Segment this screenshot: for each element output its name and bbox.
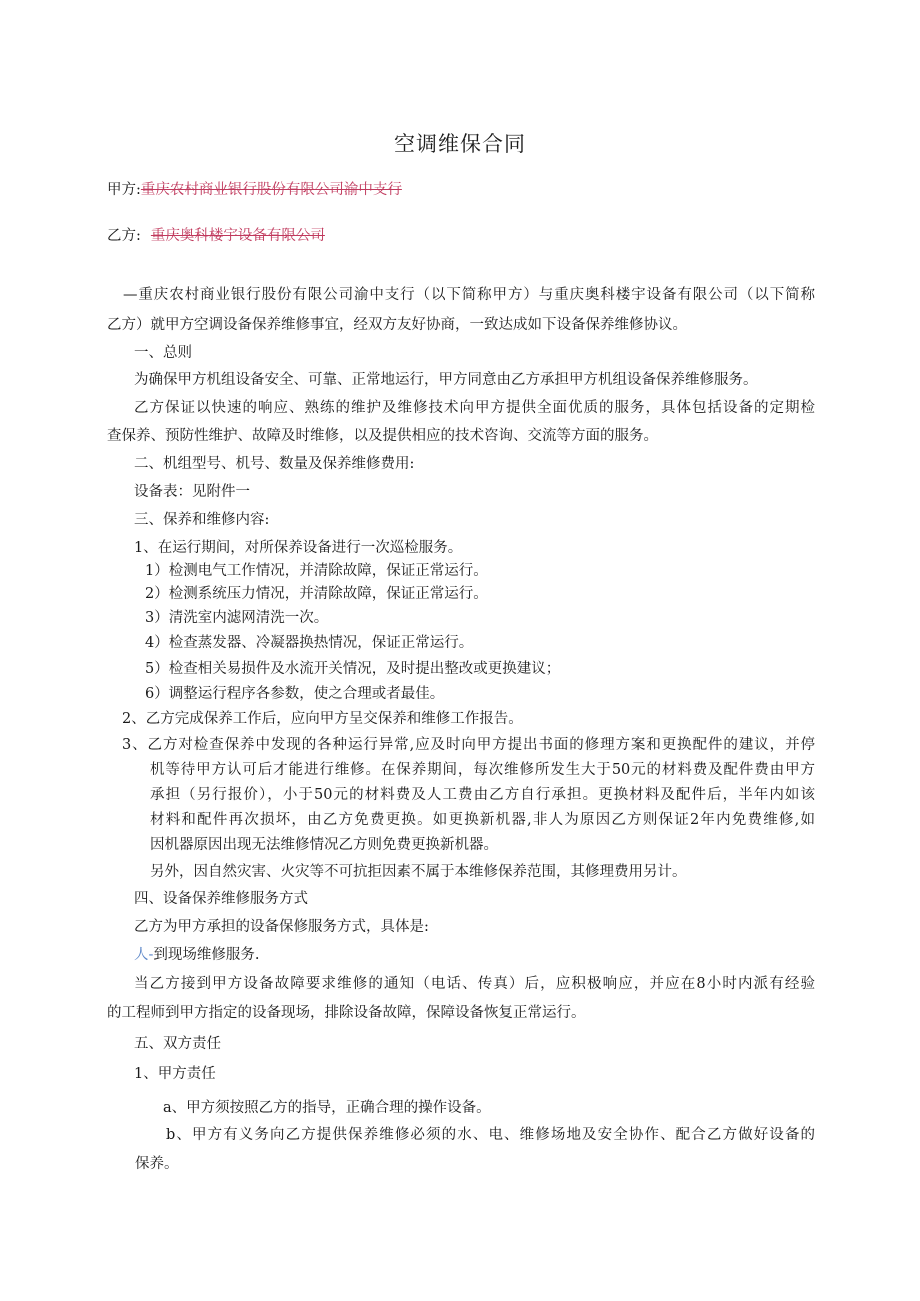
section-4-heading: 四、设备保养维修服务方式	[134, 891, 308, 907]
party-a-duty-b-line-2: 保养。	[135, 1156, 179, 1172]
section-4-paragraph-2-line-2: 的工程师到甲方指定的设备现场，排除设备故障，保障设备恢复正常运行。	[107, 1005, 586, 1021]
section-1-heading: 一、总则	[134, 345, 192, 361]
party-b-line	[107, 226, 325, 246]
party-b-name: 重庆奥科楼宇设备有限公司	[150, 228, 325, 244]
equipment-list-reference: 设备表：见附件一	[134, 484, 250, 500]
intro-line-2: 乙方）就甲方空调设备保养维修事宜，经双方友好协商，一致达成如下设备保养维修协议。	[107, 317, 687, 333]
party-a-label: 甲方:	[107, 182, 141, 198]
section-2-heading: 二、机组型号、机号、数量及保养维修费用:	[134, 456, 415, 472]
intro-line-1: —重庆农村商业银行股份有限公司渝中支行（以下简称甲方）与重庆奥科楼宇设备有限公司（以下简称	[123, 287, 815, 303]
document-title: 空调维保合同	[394, 132, 526, 156]
section-5-heading: 五、双方责任	[134, 1036, 221, 1052]
section-3-item-3-line-3: 承担（另行报价），小于50元的材料费及人工费由乙方自行承担。更换材料及配件后，半年内如该	[150, 787, 815, 803]
item-a-marker: 人-	[134, 947, 154, 963]
section-5-sub-1-heading: 1、甲方责任	[134, 1066, 216, 1082]
section-3-item-3-line-5: 因机器原因出现无法维修情况乙方则免费更换新机器。	[150, 837, 498, 853]
section-1-paragraph-2-line-1: 乙方保证以快速的响应、熟练的维护及维修技术向甲方提供全面优质的服务，具体包括设备的定期检	[134, 400, 815, 416]
section-3-item-3-line-4: 材料和配件再次损坏，由乙方免费更换。如更换新机器,非人为原因乙方则保证2年内免费维修,如	[150, 812, 815, 828]
party-a-name: 重庆农村商业银行股份有限公司渝中支行	[140, 182, 402, 198]
item-a-text: 到现场维修服务.	[153, 947, 260, 963]
section-4-paragraph-2-line-1: 当乙方接到甲方设备故障要求维修的通知（电话、传真）后，应积极响应，并应在8小时内派有经验	[134, 976, 815, 992]
section-4-item-a	[134, 945, 260, 965]
section-3-subitem-4: 4）检查蒸发器、冷凝器换热情况，保证正常运行。	[145, 635, 474, 651]
section-3-subitem-5: 5）检查相关易损件及水流开关情况，及时提出整改或更换建议；	[145, 661, 561, 677]
section-1-paragraph-2-line-2: 查保养、预防性维护、故障及时维修，以及提供相应的技术咨询、交流等方面的服务。	[107, 428, 658, 444]
section-3-subitem-1: 1）检测电气工作情况，并清除故障，保证正常运行。	[145, 563, 488, 579]
section-1-paragraph-1: 为确保甲方机组设备安全、可靠、正常地运行，甲方同意由乙方承担甲方机组设备保养维修服务。	[134, 372, 758, 388]
party-a-duty-b-line-1: b、甲方有义务向乙方提供保养维修必须的水、电、维修场地及安全协作、配合乙方做好设备的	[166, 1127, 815, 1143]
section-3-item-3-line-2: 机等待甲方认可后才能进行维修。在保养期间，每次维修所发生大于50元的材料费及配件费由甲方	[150, 762, 815, 778]
section-3-item-2: 2、乙方完成保养工作后，应向甲方呈交保养和维修工作报告。	[122, 711, 523, 727]
section-3-subitem-3: 3）清洗室内滤网清洗一次。	[145, 610, 329, 626]
section-4-paragraph-1: 乙方为甲方承担的设备保修服务方式，具体是:	[134, 919, 429, 935]
party-a-line	[107, 180, 402, 200]
party-a-duty-a: a、甲方须按照乙方的指导，正确合理的操作设备。	[163, 1100, 491, 1116]
section-3-item-1: 1、在运行期间，对所保养设备进行一次巡检服务。	[134, 540, 463, 556]
section-3-heading: 三、保养和维修内容:	[134, 512, 270, 528]
party-b-label: 乙方:	[107, 228, 141, 244]
section-3-subitem-6: 6）调整运行程序各参数，使之合理或者最佳。	[145, 686, 445, 702]
section-3-subitem-2: 2）检测系统压力情况，并清除故障，保证正常运行。	[145, 586, 488, 602]
section-3-force-majeure-note: 另外，因自然灾害、火灾等不可抗拒因素不属于本维修保养范围，其修理费用另计。	[150, 864, 687, 880]
section-3-item-3-line-1: 3、乙方对检查保养中发现的各种运行异常,应及时向甲方提出书面的修理方案和更换配件的建议，并停	[122, 737, 815, 753]
